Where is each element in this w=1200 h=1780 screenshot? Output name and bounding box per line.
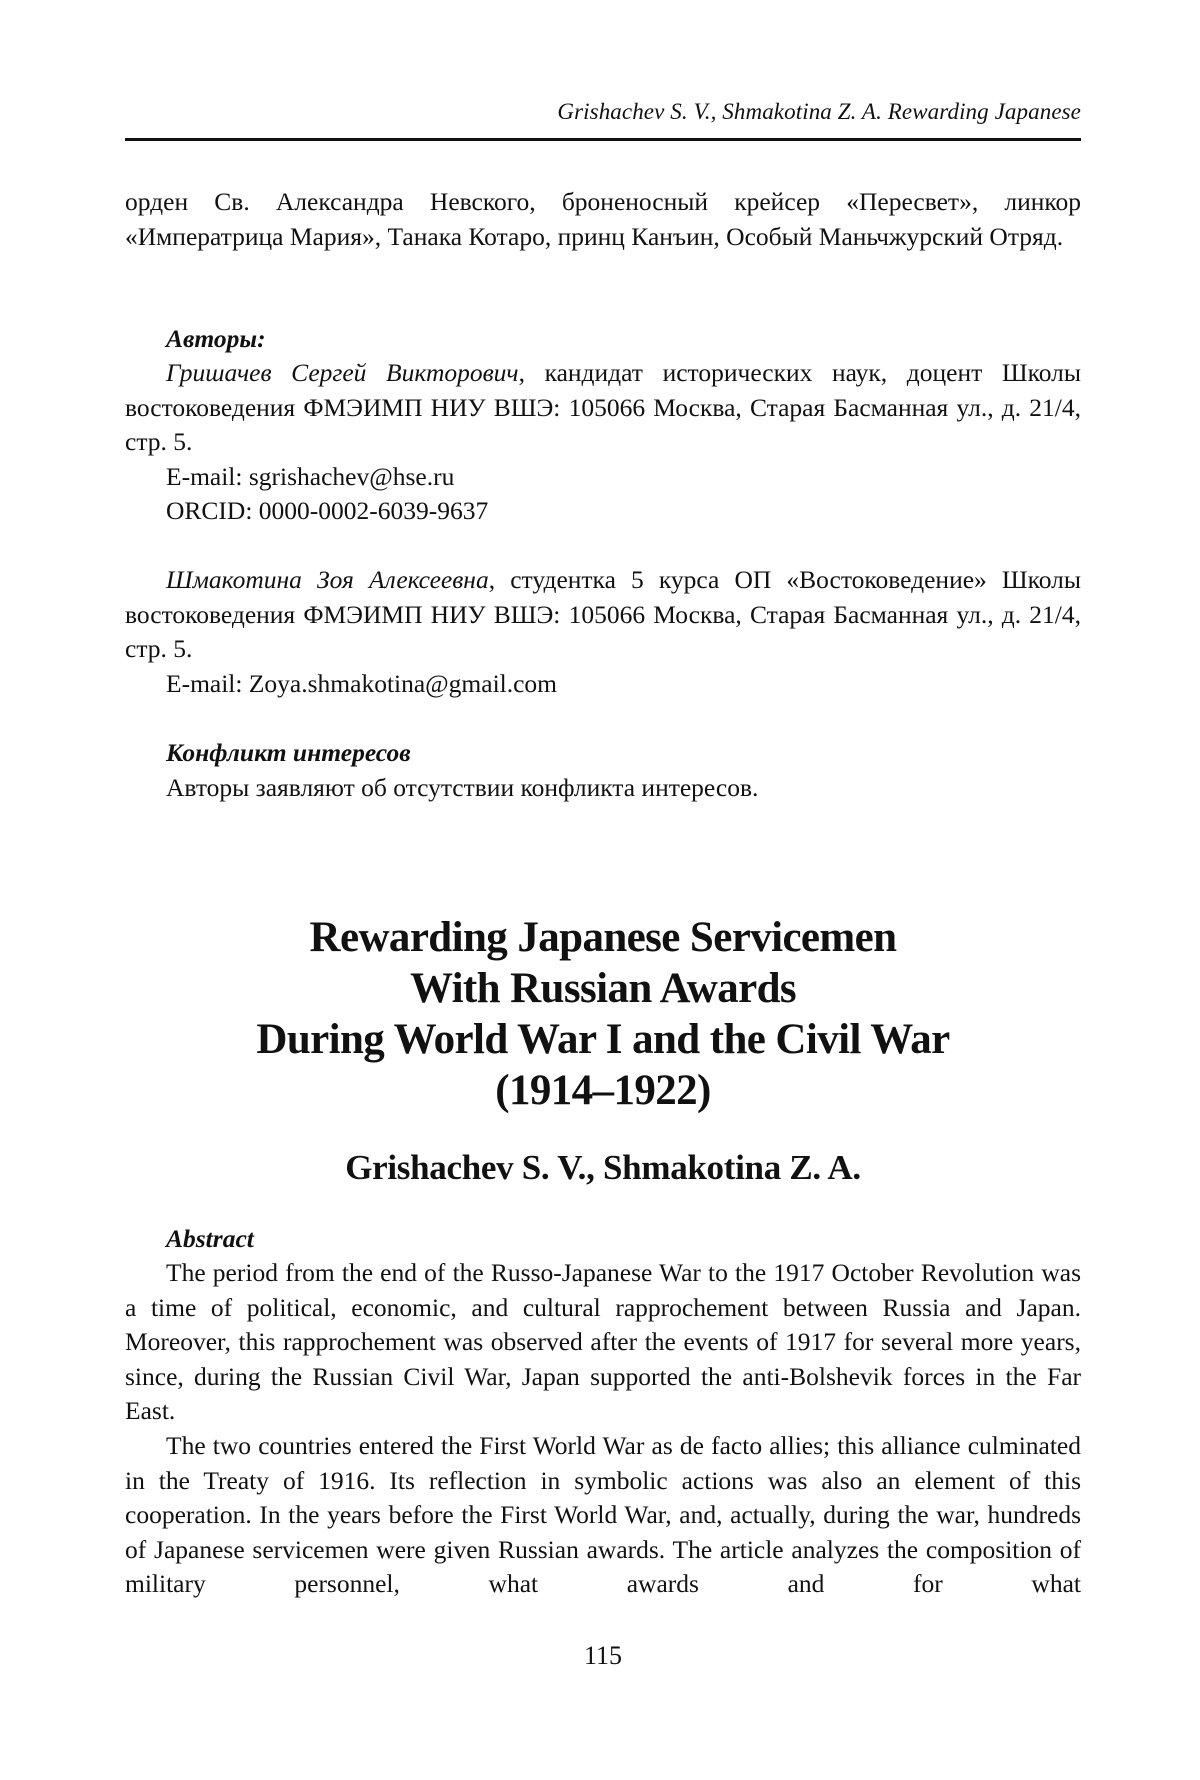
journal-page [125, 0, 1081, 1780]
article-authors: Grishachev S. V., Shmakotina Z. A. [345, 1148, 861, 1187]
author1-orcid: ORCID: 0000-0002-6039-9637 [166, 496, 489, 525]
author1-email: E-mail: sgrishachev@hse.ru [166, 462, 455, 491]
header-rule [125, 138, 1081, 141]
conflict-heading: Конфликт интересов [166, 738, 411, 767]
page-number: 115 [583, 1641, 623, 1670]
author2-email: E-mail: Zoya.shmakotina@gmail.com [166, 669, 558, 698]
author1-name: Гришачев Сергей Викторович [166, 358, 519, 387]
abstract-heading: Abstract [166, 1224, 254, 1253]
author2-details: , студентка 5 курса ОП «Востоковедение» Школы востоковедения ФМЭИМП НИУ ВШЭ: 105066 Москва, Старая Басманная ул., д. 21/4, стр. 5. [125, 565, 1081, 664]
conflict-text: Авторы заявляют об отсутствии конфликта интересов. [166, 773, 759, 802]
authors-heading: Авторы: [166, 324, 266, 353]
article-title [125, 912, 1081, 1116]
abstract-paragraph-1: The period from the end of the Russo-Japanese War to the 1917 October Revolution was a time of political, economic, and cultural rapprochement between Russia and Japan. Moreover, this rapprochement was observed after the events of 1917 for several more years, since, during the Russian Civil War, Japan supported the anti-Bolshevik forces in the Far East. [125, 1258, 1081, 1426]
running-head: Grishachev S. V., Shmakotina Z. A. Rewarding Japanese [557, 99, 1081, 124]
author1-block [125, 356, 1081, 460]
author1-details: , кандидат исторических наук, доцент Школы востоковедения ФМЭИМП НИУ ВШЭ: 105066 Москва, Старая Басманная ул., д. 21/4, стр. 5. [125, 358, 1081, 457]
keywords-continuation: орден Св. Александра Невского, броненосный крейсер «Пересвет», линкор «Императрица Мария», Танака Котаро, принц Канъин, Особый Маньчжурский Отряд. [125, 187, 1081, 251]
title-line-3: During World War I and the Civil War [256, 1016, 950, 1063]
title-line-2: With Russian Awards [409, 965, 797, 1012]
abstract-paragraph-2: The two countries entered the First World War as de facto allies; this alliance culminated in the Treaty of 1916. Its reflection in symbolic actions was also an element of this cooperation. In the years before the First World War, and, actually, during the war, hundreds of Japanese servicemen were given Russian awards. The article analyzes the composition of military personnel, what awards and for what [125, 1431, 1081, 1599]
title-line-1: Rewarding Japanese Servicemen [309, 914, 897, 961]
author2-name: Шмакотина Зоя Алексеевна [166, 565, 489, 594]
title-line-4: (1914–1922) [495, 1067, 711, 1114]
author2-block [125, 563, 1081, 667]
